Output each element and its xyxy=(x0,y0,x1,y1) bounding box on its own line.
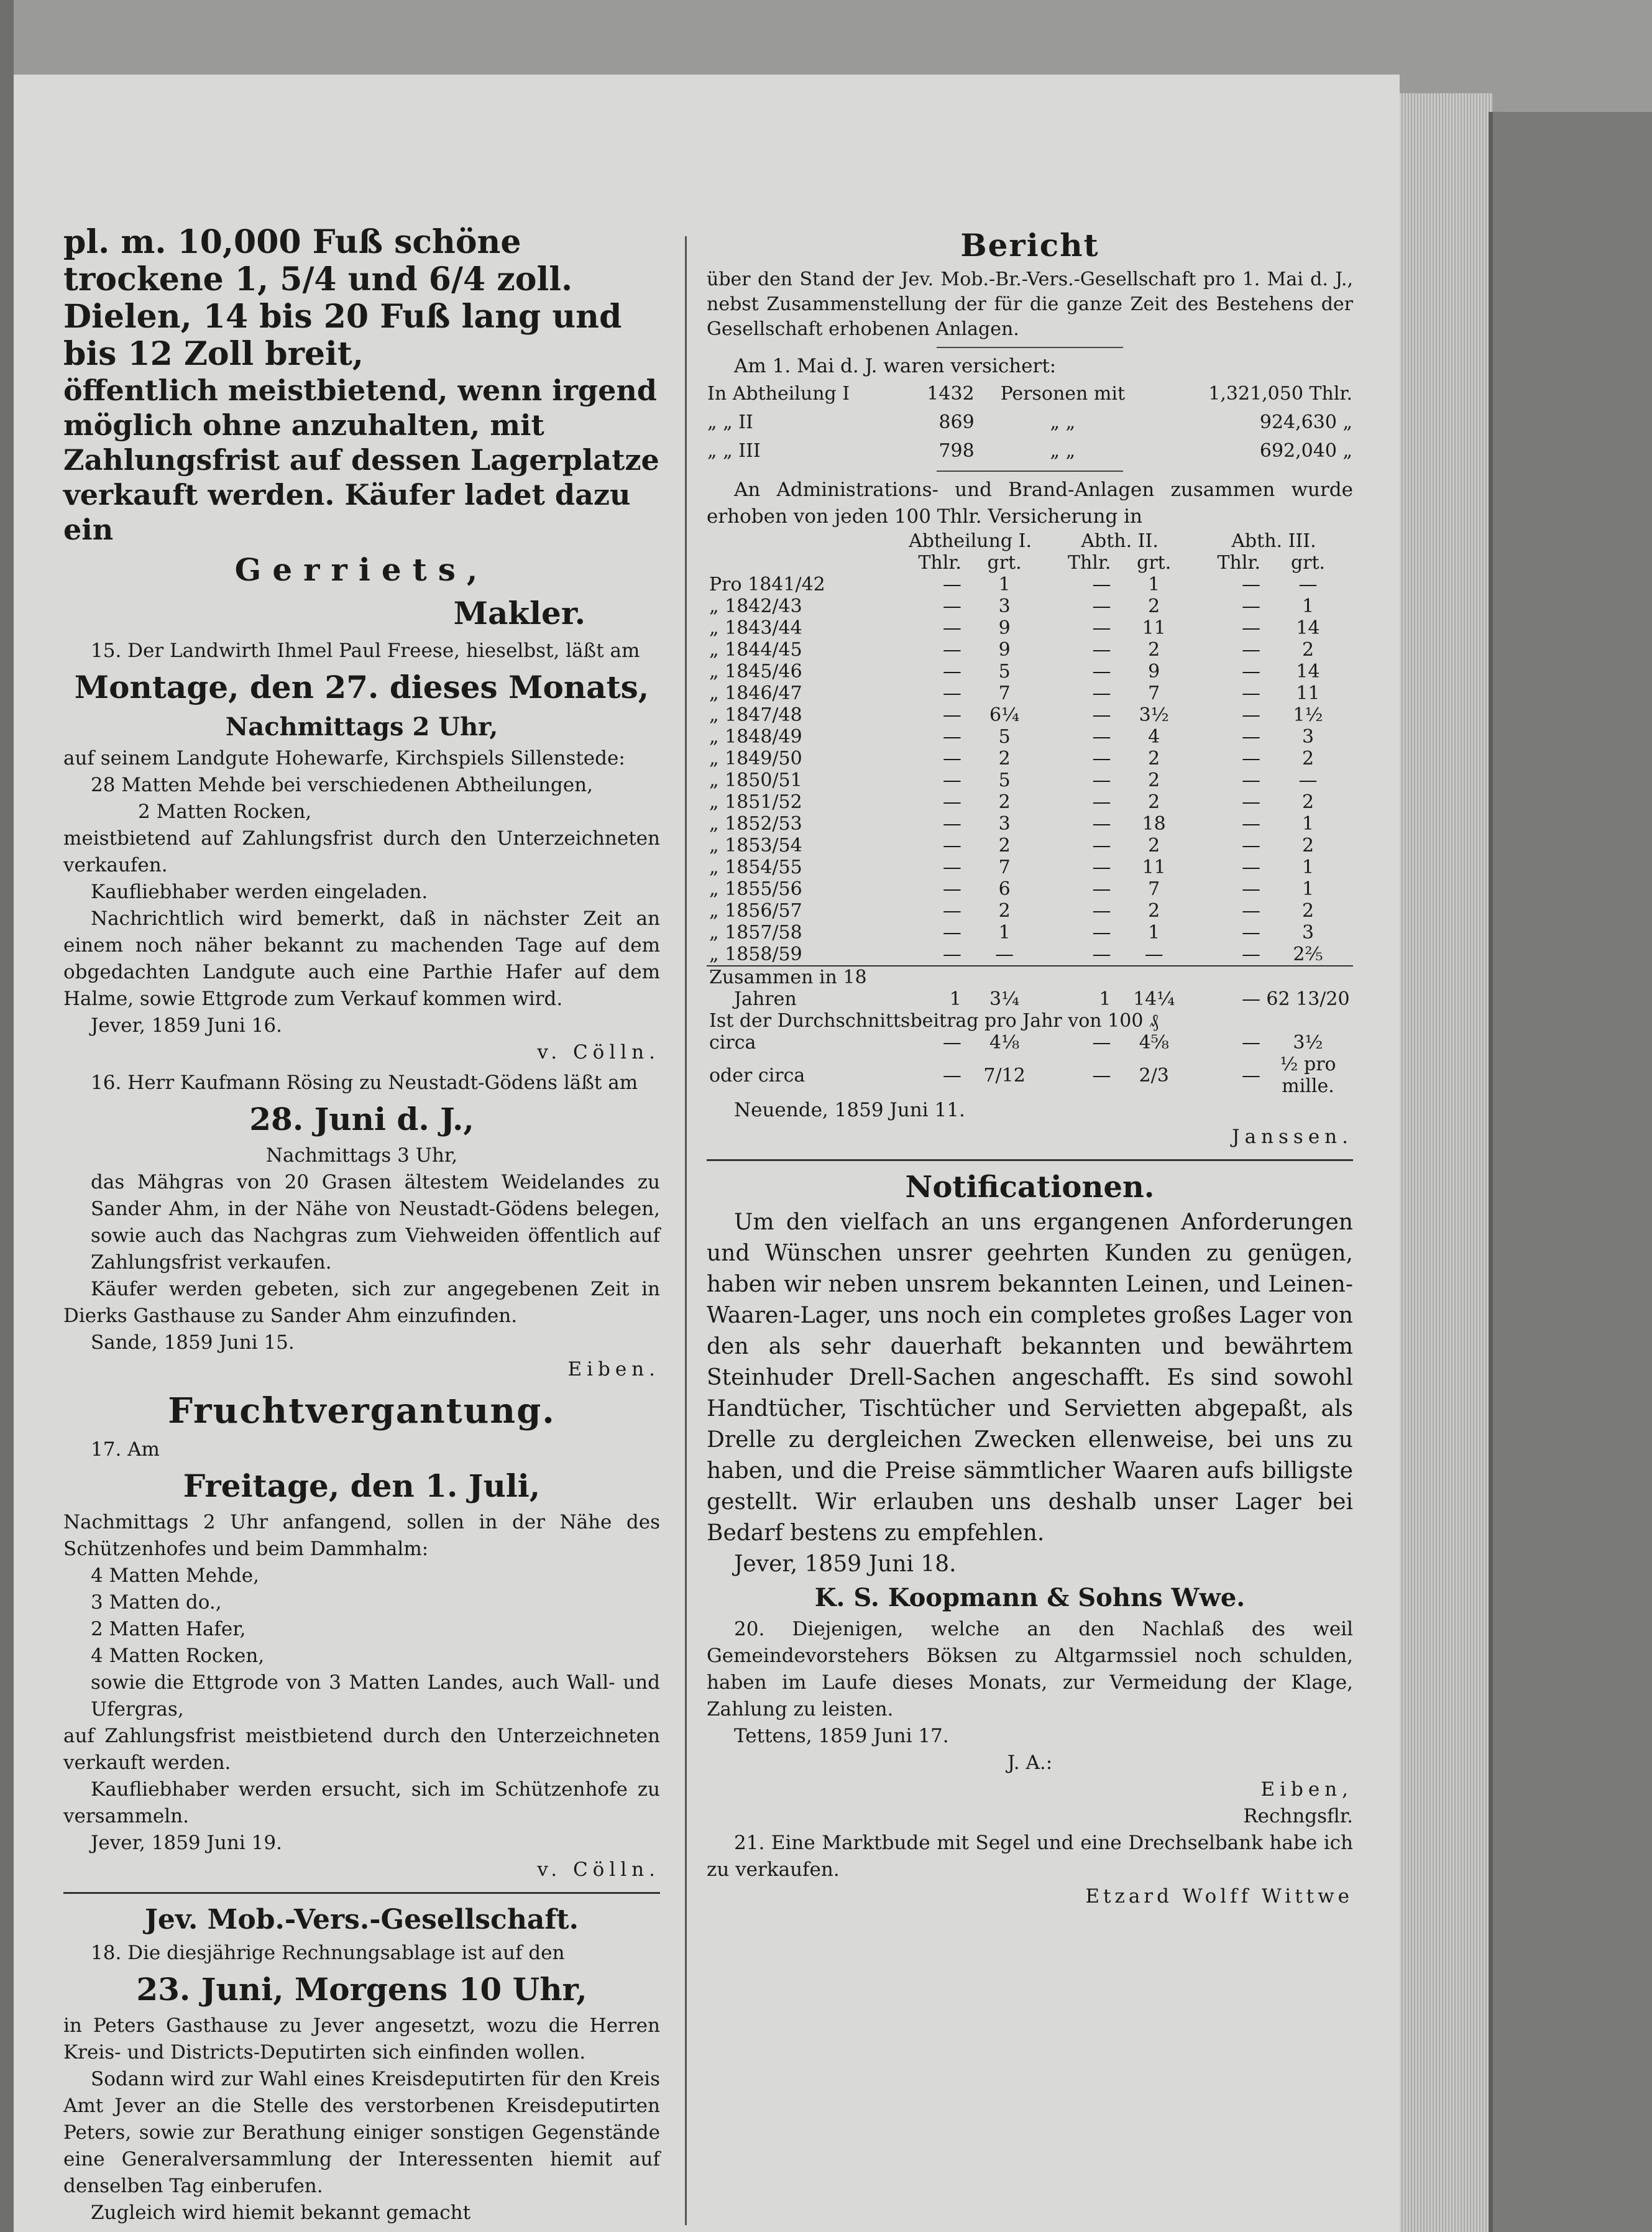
ad17-item: 4 Matten Rocken, xyxy=(91,1645,265,1667)
assessment-cell: 2 xyxy=(1301,748,1315,769)
assessment-cell: — xyxy=(942,857,961,878)
unit-head: Thlr. xyxy=(1217,552,1261,574)
insured-persons: 798 xyxy=(938,440,975,462)
assessment-cell: — xyxy=(1092,574,1111,595)
assessment-year: „ 1846/47 xyxy=(709,682,802,704)
assessment-cell: 2 xyxy=(1148,595,1160,617)
ad17-intro: 17. Am xyxy=(91,1438,160,1461)
insured-unit: „ „ xyxy=(1050,440,1076,462)
total-label: Jahren xyxy=(734,988,797,1010)
assessment-year: „ 1853/54 xyxy=(709,835,802,857)
ad15-time-line: Nachmittags 2 Uhr, xyxy=(225,712,498,742)
assessment-cell: 9 xyxy=(1148,661,1160,682)
assessment-year: „ 1849/50 xyxy=(709,748,802,769)
total-cell: — xyxy=(1242,988,1261,1010)
bericht-title: Bericht xyxy=(960,227,1099,264)
assessment-cell: — xyxy=(1092,617,1111,639)
assessment-cell: — xyxy=(1242,748,1261,769)
oder-cell: ½ pro mille. xyxy=(1280,1054,1336,1097)
insured-unit: Personen mit xyxy=(1000,383,1126,405)
right-column xyxy=(707,224,1353,1910)
assessment-cell: — xyxy=(1242,900,1261,922)
book-page-edges xyxy=(1400,93,1493,2232)
assessment-cell: 7 xyxy=(1148,878,1160,900)
assessment-cell: — xyxy=(1242,878,1261,900)
ad17-item: 4 Matten Mehde, xyxy=(91,1564,259,1587)
ad16-request: Käufer werden gebeten, sich zur angegebenen Zeit in Dierks Gasthause zu Sander Ahm einzufinden. xyxy=(63,1278,660,1327)
newspaper-page xyxy=(14,75,1400,2232)
ad15-invite: Kaufliebhaber werden eingeladen. xyxy=(91,881,428,903)
oder-row xyxy=(707,1054,1353,1097)
assessment-cell: — xyxy=(1298,769,1318,791)
assessment-year: „ 1844/45 xyxy=(709,639,802,661)
assessment-cell: — xyxy=(942,704,961,726)
ad15-item1: 28 Matten Mehde bei verschiedenen Abtheilungen, xyxy=(91,774,593,796)
assessment-cell: 1 xyxy=(1301,857,1315,878)
assessment-cell: 2 xyxy=(1148,639,1160,661)
assessment-year: „ 1850/51 xyxy=(709,769,802,791)
ad-16 xyxy=(63,1070,660,1383)
assessment-cell: — xyxy=(942,661,961,682)
timber-signer-title: Makler. xyxy=(453,595,585,631)
ad16-signer: Eiben. xyxy=(567,1358,660,1380)
assessment-cell: — xyxy=(942,878,961,900)
assessment-cell: 2 xyxy=(1301,791,1315,813)
assessment-cell: 18 xyxy=(1142,813,1166,835)
assessment-cell: 3 xyxy=(998,595,1011,617)
ad18-date-line: 23. Juni, Morgens 10 Uhr, xyxy=(136,1971,587,2008)
oder-cell: — xyxy=(1092,1064,1111,1086)
ad17-invite: Kaufliebhaber werden ersucht, sich im Schützenhofe zu versammeln. xyxy=(63,1778,660,1827)
bericht-signer: Janssen. xyxy=(1232,1126,1353,1148)
short-rule xyxy=(937,471,1123,472)
ad16-time-line: Nachmittags 3 Uhr, xyxy=(265,1144,458,1167)
oder-cell: 2/3 xyxy=(1139,1064,1169,1086)
assessment-cell: 2 xyxy=(998,835,1011,857)
assessment-cell: — xyxy=(1144,944,1163,965)
avg-cell: 4⅝ xyxy=(1139,1032,1169,1054)
assessment-unit-row xyxy=(707,552,1353,574)
ad15-signer: v. Cölln. xyxy=(537,1041,660,1063)
notif-heading: Notificationen. xyxy=(905,1170,1155,1205)
assessment-cell: — xyxy=(1242,813,1261,835)
ad17-item: 2 Matten Hafer, xyxy=(91,1618,246,1640)
avg-row xyxy=(707,1032,1353,1054)
ad15-body1: auf seinem Landgute Hohewarfe, Kirchspiels Sillenstede: xyxy=(63,747,625,769)
assessment-cell: — xyxy=(1242,595,1261,617)
insured-persons: 869 xyxy=(938,411,975,433)
assessment-cell: 7 xyxy=(1148,682,1160,704)
assessment-cell: — xyxy=(1242,857,1261,878)
short-rule xyxy=(937,347,1123,348)
avg-cell: 3½ xyxy=(1293,1032,1323,1054)
insured-amount: 924,630 „ xyxy=(1259,411,1352,433)
assessment-cell: — xyxy=(1092,791,1111,813)
unit-head: Thlr. xyxy=(918,552,961,574)
assessment-cell: — xyxy=(942,922,961,944)
assessment-cell: 4 xyxy=(1148,726,1160,748)
assessment-row xyxy=(707,661,1353,682)
ad17-body2: auf Zahlungsfrist meistbietend durch den Unterzeichneten verkauft werden. xyxy=(63,1725,660,1774)
ad21-body: 21. Eine Marktbude mit Segel und eine Drechselbank habe ich zu verkaufen. xyxy=(707,1832,1353,1881)
assessment-cell: — xyxy=(1092,813,1111,835)
assessment-cell: — xyxy=(1092,769,1111,791)
assessment-cell: 5 xyxy=(998,661,1011,682)
assessment-cell: 5 xyxy=(998,726,1011,748)
assessment-cell: 2⅖ xyxy=(1293,944,1323,965)
assessment-cell: — xyxy=(1242,661,1261,682)
assessment-row xyxy=(707,835,1353,857)
avg-cell: — xyxy=(1092,1032,1111,1054)
avg-circa: circa xyxy=(709,1032,756,1054)
ad15-note: Nachrichtlich wird bemerkt, daß in nächster Zeit an einem noch näher bekannt zu machenden Tage auf dem obgedachten Landgute auch eine Parthie Hafer auf dem Halme, sowie Ettgrode zum Verkauf kommen wird. xyxy=(63,907,660,1010)
assessment-row xyxy=(707,682,1353,704)
ad18-heading: Jev. Mob.-Vers.-Gesellschaft. xyxy=(145,1904,579,1936)
ad17-signer: v. Cölln. xyxy=(537,1858,660,1881)
assessment-cell: 9 xyxy=(998,639,1011,661)
assessment-cell: — xyxy=(942,726,961,748)
assessment-year: Pro 1841/42 xyxy=(709,574,825,595)
avg-cell: — xyxy=(942,1032,961,1054)
assessment-cell: — xyxy=(1092,639,1111,661)
total-label: Zusammen in 18 xyxy=(707,966,1353,988)
assessment-row xyxy=(707,769,1353,791)
assessment-cell: — xyxy=(942,682,961,704)
assessment-head-row xyxy=(707,530,1353,552)
ad15-date-line: Montage, den 27. dieses Monats, xyxy=(74,669,649,705)
assessment-cell: — xyxy=(942,813,961,835)
book-binding-left xyxy=(0,0,14,2232)
ad15-item2: 2 Matten Rocken, xyxy=(138,801,312,823)
assessment-cell: — xyxy=(1242,574,1261,595)
avg-label-row xyxy=(707,1010,1353,1032)
bericht-subtitle: über den Stand der Jev. Mob.-Br.-Vers.-Gesellschaft pro 1. Mai d. J., nebst Zusammenstellung der für die ganze Zeit des Bestehens der Gesellschaft erhobenen Anlagen. xyxy=(707,269,1353,340)
insured-row xyxy=(707,437,1353,466)
assessment-year: „ 1842/43 xyxy=(709,595,802,617)
assessment-row xyxy=(707,704,1353,726)
assessment-cell: — xyxy=(1242,704,1261,726)
assessment-cell: — xyxy=(1092,900,1111,922)
assessment-cell: — xyxy=(1242,769,1261,791)
assessment-cell: — xyxy=(1092,835,1111,857)
insured-row xyxy=(707,408,1353,437)
assessment-rows xyxy=(707,574,1353,966)
notif-place-date: Jever, 1859 Juni 18. xyxy=(734,1551,957,1577)
assessment-cell: 2 xyxy=(998,748,1011,769)
assessment-cell: 3 xyxy=(1301,726,1315,748)
ad15-place-date: Jever, 1859 Juni 16. xyxy=(91,1014,282,1037)
assessment-year: „ 1845/46 xyxy=(709,661,802,682)
ad17-item: sowie die Ettgrode von 3 Matten Landes, auch Wall- und Ufergras, xyxy=(91,1671,660,1720)
assessment-cell: 14 xyxy=(1296,661,1320,682)
assessment-year: „ 1843/44 xyxy=(709,617,802,639)
oder-cell: — xyxy=(1242,1064,1261,1086)
assessment-cell: — xyxy=(942,595,961,617)
ad15-body2: meistbietend auf Zahlungsfrist durch den Unterzeichneten verkaufen. xyxy=(63,827,660,876)
bericht-insured-intro: Am 1. Mai d. J. waren versichert: xyxy=(734,355,1057,377)
oder-cell: 7/12 xyxy=(983,1064,1026,1086)
total-cell: 14¼ xyxy=(1133,988,1175,1010)
total-cell: 1 xyxy=(949,988,961,1010)
timber-headline: pl. m. 10,000 Fuß schöne trockene 1, 5/4 und 6/4 zoll. Dielen, 14 bis 20 Fuß lang und bis 12 Zoll breit, xyxy=(63,223,622,373)
assessment-cell: 1 xyxy=(1148,922,1160,944)
assessment-row xyxy=(707,791,1353,813)
assessment-row xyxy=(707,813,1353,835)
assessment-cell: — xyxy=(1242,835,1261,857)
assessment-cell: 9 xyxy=(998,617,1011,639)
ad15-intro: 15. Der Landwirth Ihmel Paul Freese, hieselbst, läßt am xyxy=(91,640,640,662)
total-cell: 1 xyxy=(1099,988,1111,1010)
assessment-row xyxy=(707,617,1353,639)
assessment-cell: 6 xyxy=(998,878,1011,900)
assessment-year: „ 1854/55 xyxy=(709,857,802,878)
unit-head: grt. xyxy=(1137,552,1172,574)
assessment-cell: — xyxy=(1092,704,1111,726)
assessment-cell: — xyxy=(1298,574,1318,595)
assessment-cell: — xyxy=(1092,661,1111,682)
ad16-body: das Mähgras von 20 Grasen ältestem Weidelandes zu Sander Ahm, in der Nähe von Neustadt-Gödens belegen, sowie auch das Nachgras zum Viehweiden öffentlich auf Zahlungsfrist verkaufen. xyxy=(91,1171,660,1274)
ad-15 xyxy=(63,638,660,1066)
notif-signer: K. S. Koopmann & Sohns Wwe. xyxy=(814,1583,1246,1612)
assessment-cell: — xyxy=(942,639,961,661)
assessment-cell: — xyxy=(1092,682,1111,704)
assessment-cell: 1 xyxy=(1301,813,1315,835)
assessment-cell: 1 xyxy=(998,574,1011,595)
insured-persons: 1432 xyxy=(927,383,975,405)
assessment-cell: — xyxy=(1092,878,1111,900)
ad20-place-date: Tettens, 1859 Juni 17. xyxy=(734,1725,949,1747)
avg-cell: — xyxy=(1242,1032,1261,1054)
assessment-row xyxy=(707,900,1353,922)
assessment-row xyxy=(707,726,1353,748)
assessment-cell: 2 xyxy=(1148,900,1160,922)
ad-18 xyxy=(63,1903,660,2226)
ad16-intro: 16. Herr Kaufmann Rösing zu Neustadt-Gödens läßt am xyxy=(91,1072,638,1094)
ad20-signer: Eiben, xyxy=(1260,1778,1353,1801)
assessment-year: „ 1852/53 xyxy=(709,813,802,835)
ad17-body1: Nachmittags 2 Uhr anfangend, sollen in der Nähe des Schützenhofes und beim Dammhalm: xyxy=(63,1511,660,1560)
assessment-cell: 1 xyxy=(1148,574,1160,595)
assessment-row xyxy=(707,878,1353,900)
insured-amount: 692,040 „ xyxy=(1259,440,1352,462)
assessment-table xyxy=(707,530,1353,1097)
ad17-date-line: Freitage, den 1. Juli, xyxy=(183,1467,541,1504)
avg-label: Ist der Durchschnittsbeitrag pro Jahr von 100 ₰ xyxy=(709,1010,1159,1032)
oder-label: oder circa xyxy=(709,1064,805,1086)
timber-signer: Gerriets, xyxy=(234,551,489,588)
assessment-cell: — xyxy=(1092,726,1111,748)
assessment-year: „ 1857/58 xyxy=(709,922,802,944)
insured-table xyxy=(707,380,1353,466)
assessment-cell: — xyxy=(1092,748,1111,769)
assessment-cell: — xyxy=(1092,595,1111,617)
assessment-row xyxy=(707,944,1353,966)
insured-label: „ „ II xyxy=(707,411,753,433)
ad20-ia: J. A.: xyxy=(1007,1752,1053,1774)
assessment-cell: 2 xyxy=(1148,791,1160,813)
col-head: Abth. III. xyxy=(1231,530,1316,552)
total-row-1 xyxy=(707,966,1353,988)
assessment-cell: — xyxy=(1242,944,1261,965)
ad17-item: 3 Matten do., xyxy=(91,1591,222,1614)
ad-20 xyxy=(707,1616,1353,1830)
assessment-cell: 2 xyxy=(1148,748,1160,769)
section-rule xyxy=(707,1159,1353,1161)
total-cell: 3¼ xyxy=(989,988,1020,1010)
left-column xyxy=(63,224,660,2226)
ad20-signer-title: Rechngsflr. xyxy=(1243,1805,1353,1827)
assessment-cell: — xyxy=(942,835,961,857)
assessment-cell: 1 xyxy=(998,922,1011,944)
assessment-cell: 11 xyxy=(1296,682,1320,704)
insured-label: „ „ III xyxy=(707,440,761,462)
assessment-row xyxy=(707,748,1353,769)
assessment-year: „ 1855/56 xyxy=(709,878,802,900)
assessment-cell: — xyxy=(942,574,961,595)
notif-body: Um den vielfach an uns ergangenen Anforderungen und Wünschen unsrer geehrten Kunden zu genügen, haben wir neben unsrem bekannten Leinen, und Leinen-Waaren-Lager, uns noch ein completes großes Lager von den als sehr dauerhaft bekannten und bewährtem Steinhuder Drell-Sachen angeschafft. Es sind sowohl Handtücher, Tischtücher und Servietten abgepaßt, als Drelle zu dergleichen Zwecken ellenweise, bei uns zu haben, und die Preise sämmtlicher Waaren aufs billigste gestellt. Wir erlauben uns deshalb unser Lager bei Bedarf bestens zu empfehlen. xyxy=(707,1210,1353,1546)
col-head: Abtheilung I. xyxy=(909,530,1032,552)
assessment-cell: — xyxy=(1242,639,1261,661)
notificationen xyxy=(707,1170,1353,1615)
assessment-year: „ 1848/49 xyxy=(709,726,802,748)
assessment-cell: — xyxy=(1092,944,1111,965)
assessment-cell: — xyxy=(1242,922,1261,944)
assessment-cell: 5 xyxy=(998,769,1011,791)
assessment-cell: 1 xyxy=(1301,595,1315,617)
assessment-cell: — xyxy=(942,617,961,639)
assessment-cell: — xyxy=(1092,857,1111,878)
unit-head: grt. xyxy=(1290,552,1326,574)
ad16-place-date: Sande, 1859 Juni 15. xyxy=(91,1331,295,1354)
assessment-cell: 7 xyxy=(998,857,1011,878)
total-row-2 xyxy=(707,988,1353,1010)
assessment-cell: — xyxy=(942,769,961,791)
assessment-cell: 2 xyxy=(998,900,1011,922)
assessment-cell: 2 xyxy=(1301,639,1315,661)
assessment-cell: 2 xyxy=(998,791,1011,813)
assessment-cell: — xyxy=(1242,791,1261,813)
assessment-cell: — xyxy=(1242,682,1261,704)
ad-21 xyxy=(707,1830,1353,1910)
unit-head: Thlr. xyxy=(1067,552,1111,574)
insured-row xyxy=(707,380,1353,408)
assessment-year: „ 1858/59 xyxy=(709,944,802,965)
assessment-cell: 1½ xyxy=(1293,704,1323,726)
ad16-date-line: 28. Juni d. J., xyxy=(249,1101,474,1137)
avg-cell: 4⅛ xyxy=(989,1032,1020,1054)
assessment-cell: 2 xyxy=(1148,835,1160,857)
ad18-body3: Zugleich wird hiemit bekannt gemacht xyxy=(91,2202,471,2224)
ad18-body: in Peters Gasthause zu Jever angesetzt, wozu die Herren Kreis- und Districts-Deputirten sich einfinden wollen. xyxy=(63,2014,660,2064)
assessment-cell: 2 xyxy=(1148,769,1160,791)
assessment-row xyxy=(707,595,1353,617)
assessment-year: „ 1856/57 xyxy=(709,900,802,922)
bericht-place-date: Neuende, 1859 Juni 11. xyxy=(734,1099,965,1121)
ad17-place-date: Jever, 1859 Juni 19. xyxy=(91,1832,282,1854)
assessment-row xyxy=(707,574,1353,595)
assessment-cell: 1 xyxy=(1301,878,1315,900)
ad21-signer: Etzard Wolff Wittwe xyxy=(1085,1885,1353,1908)
assessment-cell: — xyxy=(942,791,961,813)
ad-timber xyxy=(63,224,660,634)
assessment-cell: 7 xyxy=(998,682,1011,704)
assessment-cell: 2 xyxy=(1301,900,1315,922)
ad20-body: 20. Diejenigen, welche an den Nachlaß des weil Gemeindevorstehers Böksen zu Altgarmssiel noch schulden, haben im Laufe dieses Monats, zur Vermeidung der Klage, Zahlung zu leisten. xyxy=(707,1618,1353,1720)
insured-label: In Abtheilung I xyxy=(707,383,850,405)
assessment-cell: — xyxy=(995,944,1014,965)
assessment-cell: 11 xyxy=(1142,617,1166,639)
assessment-cell: — xyxy=(942,944,961,965)
assessment-cell: — xyxy=(1092,922,1111,944)
ad18-body2: Sodann wird zur Wahl eines Kreisdeputirten für den Kreis Amt Jever an die Stelle des verstorbenen Kreisdeputirten Peters, sowie zur Berathung einiger sonstigen Gegenstände eine Generalversammlung der Interessenten hiemit auf denselben Tag einberufen. xyxy=(63,2068,660,2197)
col-head: Abth. II. xyxy=(1081,530,1159,552)
assessment-row xyxy=(707,639,1353,661)
column-divider xyxy=(685,236,687,2225)
assessment-year: „ 1847/48 xyxy=(709,704,802,726)
section-rule xyxy=(63,1892,660,1894)
assessment-cell: 3½ xyxy=(1139,704,1169,726)
bericht-admin-text: An Administrations- und Brand-Anlagen zusammen wurde erhoben von jeden 100 Thlr. Versicherung in xyxy=(707,479,1353,528)
insured-amount: 1,321,050 Thlr. xyxy=(1208,383,1352,405)
total-cell: 62 13/20 xyxy=(1266,988,1350,1010)
ad18-intro: 18. Die diesjährige Rechnungsablage ist auf den xyxy=(91,1942,565,1964)
assessment-cell: 14 xyxy=(1296,617,1320,639)
bericht-report xyxy=(707,227,1353,1150)
assessment-cell: — xyxy=(942,900,961,922)
assessment-cell: — xyxy=(1242,726,1261,748)
oder-cell: — xyxy=(942,1064,961,1086)
ad-17 xyxy=(63,1389,660,1883)
timber-body: öffentlich meistbietend, wenn irgend möglich ohne anzuhalten, mit Zahlungsfrist auf dessen Lagerplatze verkauft werden. Käufer ladet dazu ein xyxy=(63,374,659,546)
assessment-cell: — xyxy=(942,748,961,769)
book-cover xyxy=(1493,112,1652,2232)
assessment-row xyxy=(707,922,1353,944)
assessment-cell: 6¼ xyxy=(989,704,1020,726)
insured-unit: „ „ xyxy=(1050,411,1076,433)
assessment-cell: 3 xyxy=(1301,922,1315,944)
ad17-heading: Fruchtvergantung. xyxy=(168,1390,556,1431)
assessment-cell: 2 xyxy=(1301,835,1315,857)
assessment-row xyxy=(707,857,1353,878)
assessment-cell: — xyxy=(1242,617,1261,639)
assessment-cell: 11 xyxy=(1142,857,1166,878)
assessment-cell: 3 xyxy=(998,813,1011,835)
unit-head: grt. xyxy=(987,552,1022,574)
assessment-year: „ 1851/52 xyxy=(709,791,802,813)
